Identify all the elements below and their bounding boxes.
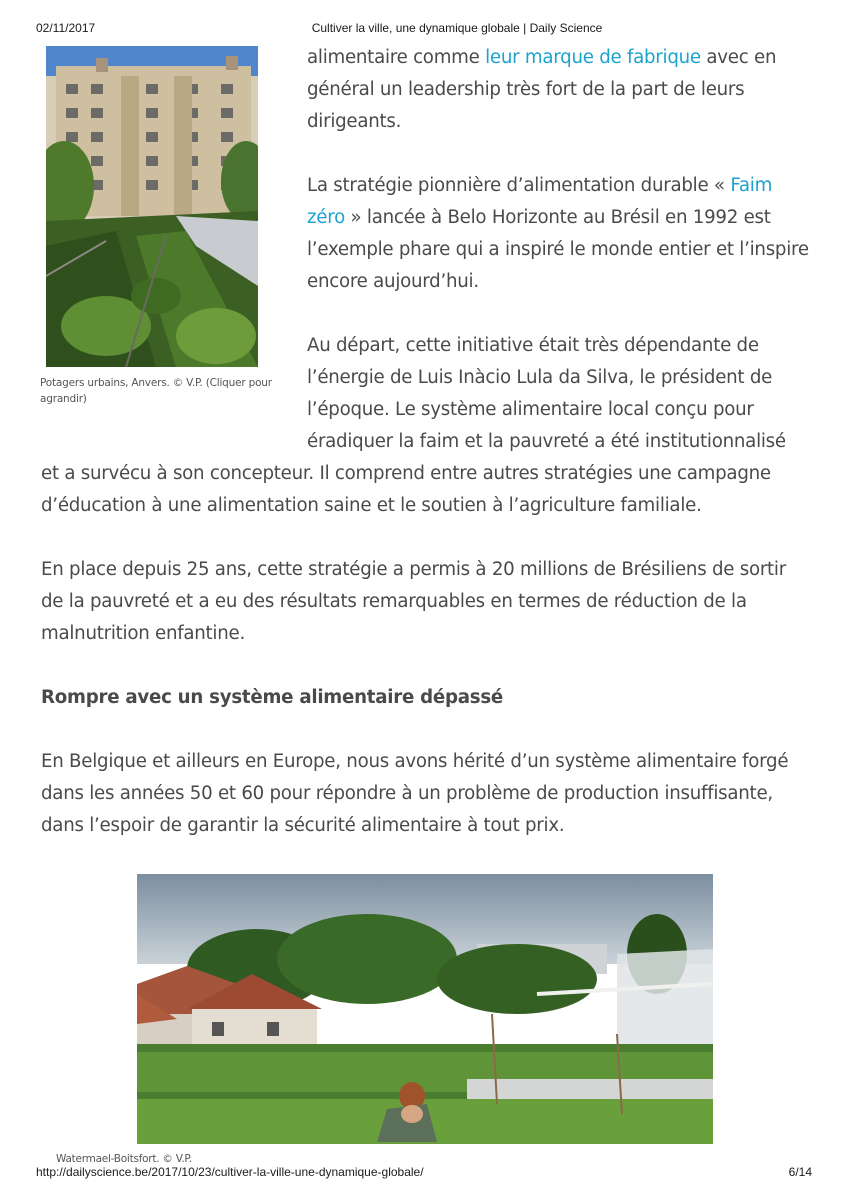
- page-number: 6/14: [788, 1165, 812, 1179]
- paragraph-3: Au départ, cette initiative était très dépendante de l’énergie de Luis Inàcio Lula da Silva, le président de l’époque. Le système alimentaire local conçu pour éradiquer la faim et la pauvreté a été institutionnalisé et a survécu à son concepteur. Il comprend entre autres stratégies une campagne d’éducation à une alimentation saine et le soutien à l’agriculture familiale.: [41, 335, 786, 516]
- paragraph-text: avec en général un leadership très fort de la part de leurs dirigeants.: [307, 47, 777, 132]
- print-url: http://dailyscience.be/2017/10/23/cultiver-la-ville-une-dynamique-globale/: [36, 1165, 424, 1179]
- paragraph-text: La stratégie pionnière d’alimentation durable «: [307, 175, 731, 196]
- section-heading: Rompre avec un système alimentaire dépassé: [41, 687, 504, 708]
- paragraph-4: En place depuis 25 ans, cette stratégie a permis à 20 millions de Brésiliens de sortir de la pauvreté et a eu des résultats remarquables en termes de réduction de la malnutrition enfantine.: [41, 559, 786, 644]
- link-faim-zero[interactable]: Faim zéro: [307, 175, 773, 228]
- paragraph-5: En Belgique et ailleurs en Europe, nous avons hérité d’un système alimentaire forgé dans les années 50 et 60 pour répondre à un problème de production insuffisante, dans l’espoir de garantir la sécurité alimentaire à tout prix.: [41, 751, 789, 836]
- article-body: [41, 42, 809, 1167]
- figure-field-worker[interactable]: [41, 874, 809, 1167]
- paragraph-text: » lancée à Belo Horizonte au Brésil en 1992 est l’exemple phare qui a inspiré le monde entier et l’inspire encore aujourd’hui.: [307, 207, 809, 292]
- field-worker-photo[interactable]: [137, 874, 713, 1144]
- paragraph-text: alimentaire comme: [307, 47, 486, 68]
- print-date: 02/11/2017: [36, 21, 96, 35]
- urban-garden-photo[interactable]: [46, 46, 258, 367]
- print-footer: [0, 1165, 848, 1181]
- figure-caption: Watermael-Boitsfort. © V.P.: [56, 1153, 192, 1165]
- figure-urban-garden[interactable]: [40, 46, 298, 407]
- print-header: [0, 21, 848, 37]
- print-page-title: Cultiver la ville, une dynamique globale | Daily Science: [311, 21, 603, 35]
- figure-caption: Potagers urbains, Anvers. © V.P. (Cliquer pour agrandir): [40, 377, 272, 405]
- link-marque-de-fabrique[interactable]: leur marque de fabrique: [485, 47, 701, 68]
